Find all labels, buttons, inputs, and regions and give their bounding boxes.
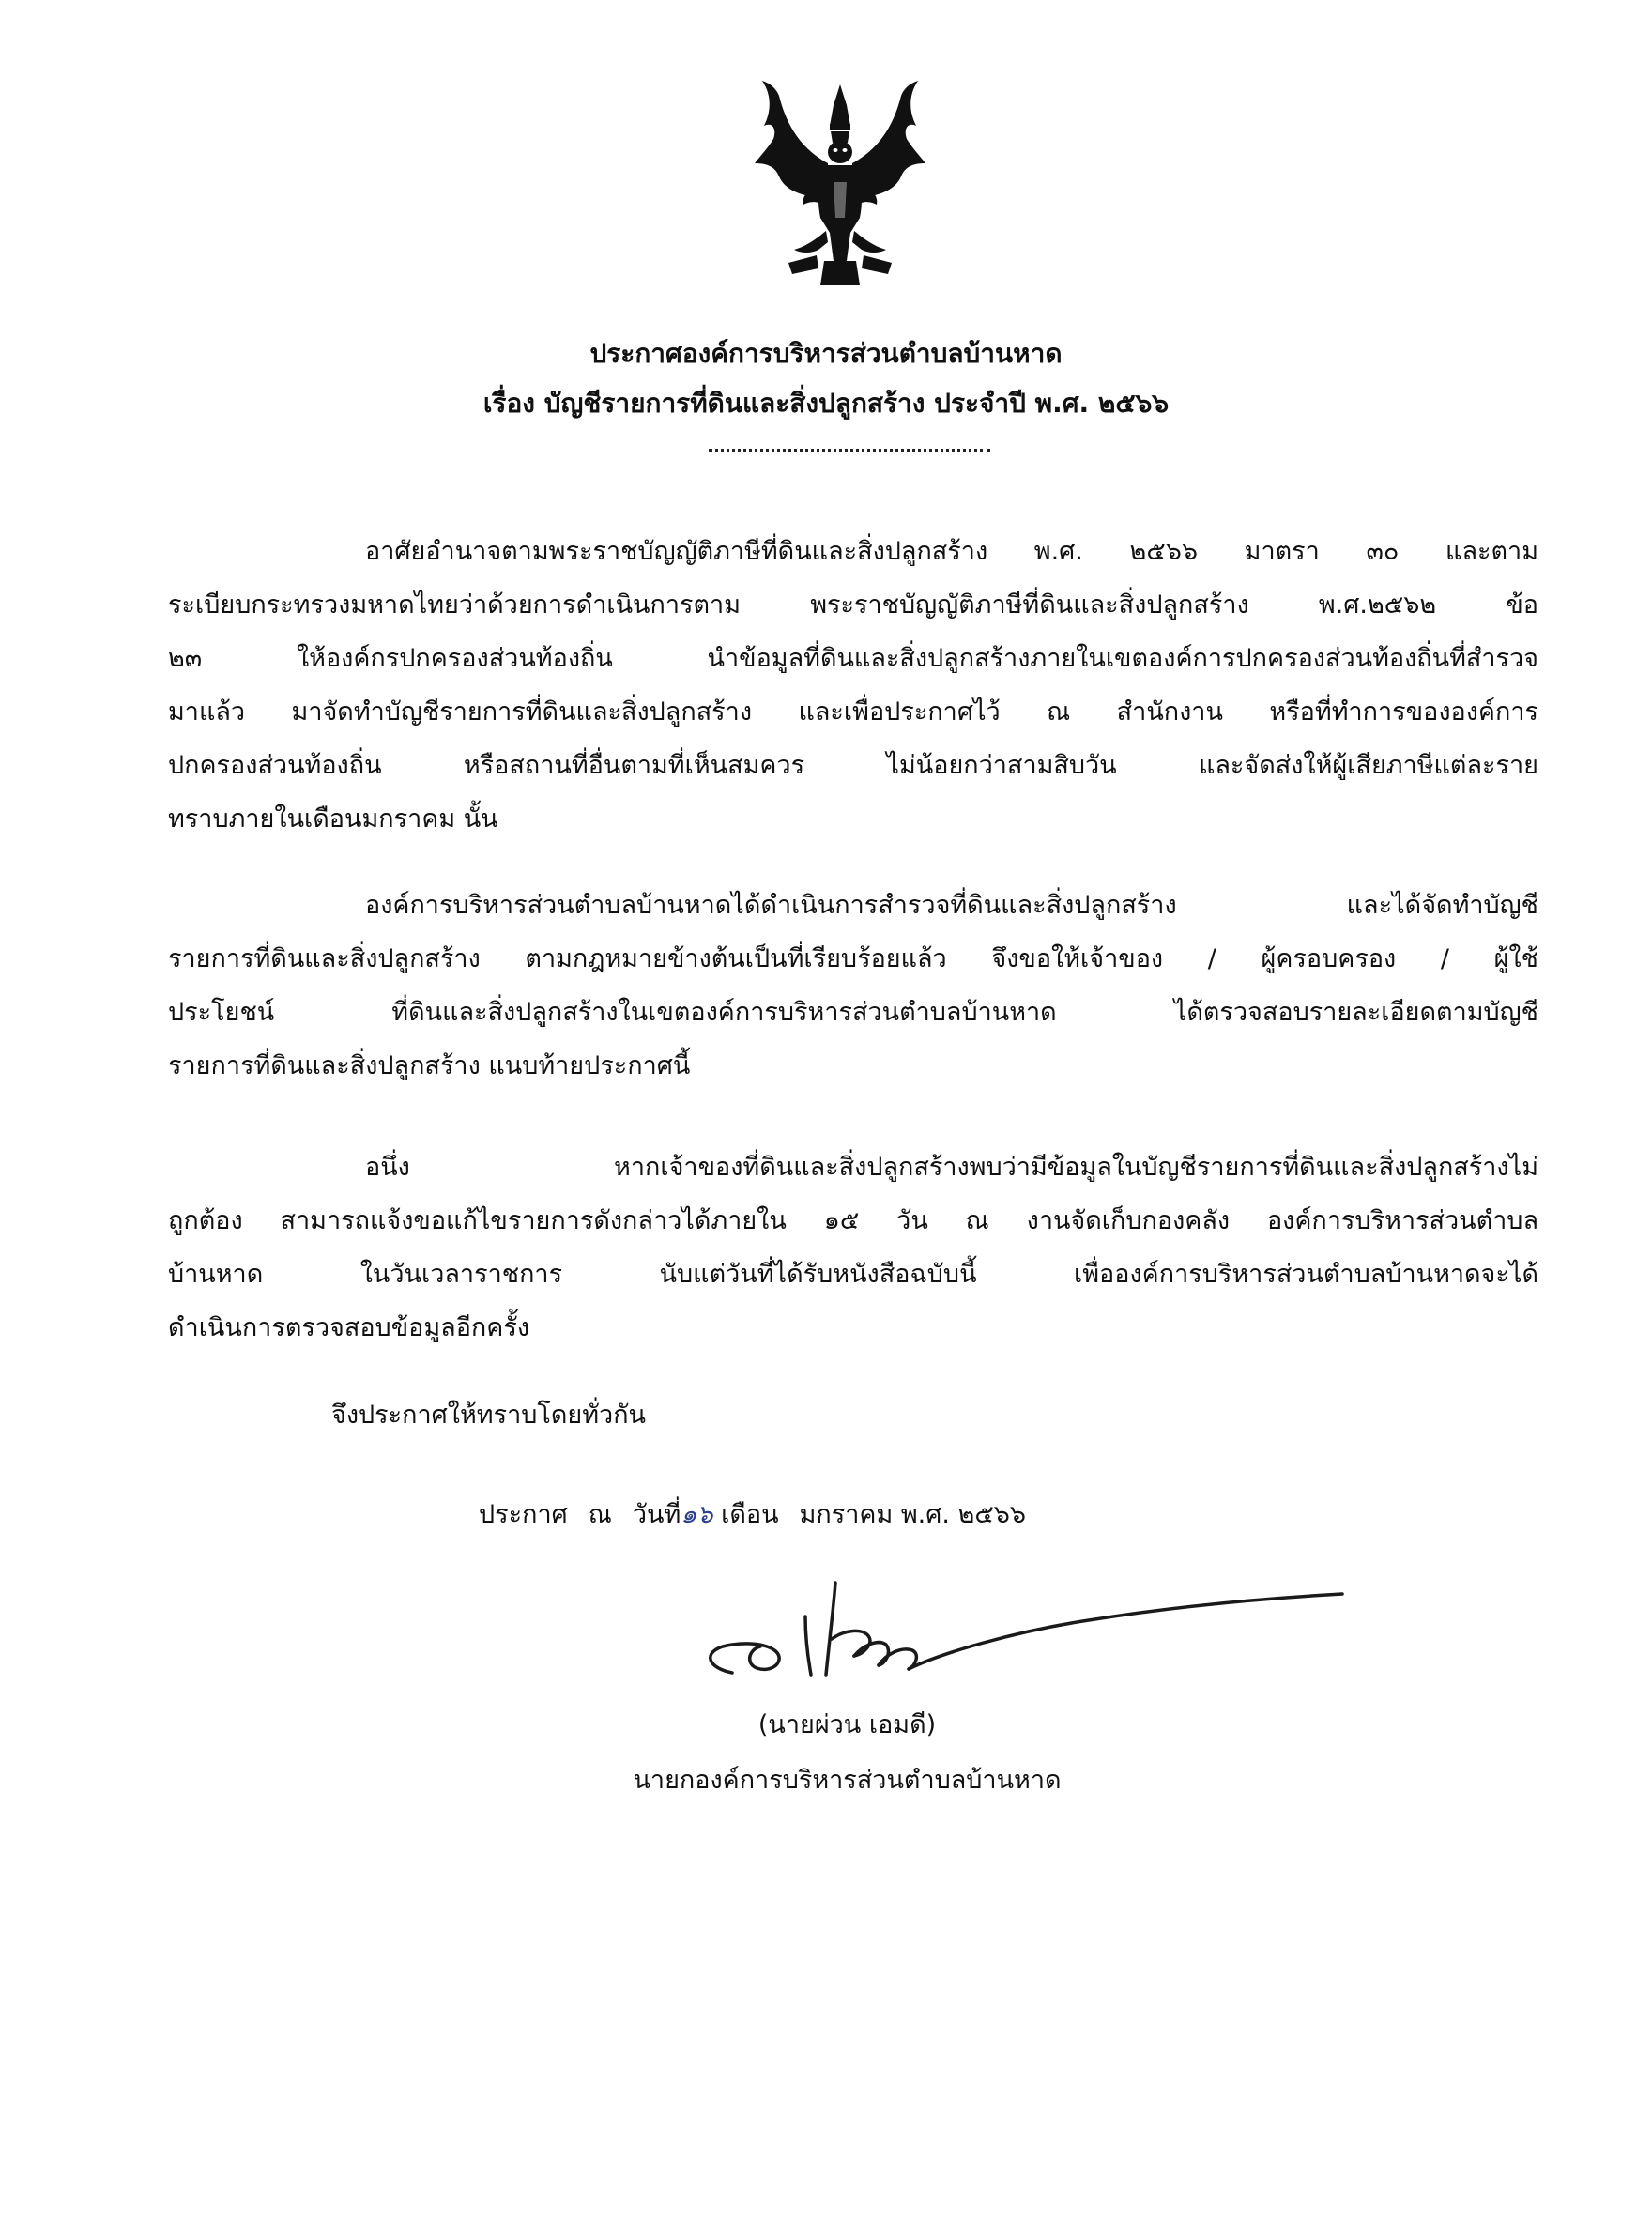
paragraph-line: อนึ่ง หากเจ้าของที่ดินและสิ่งปลูกสร้างพบว่ามีข้อมูลในบัญชีรายการที่ดินและสิ่งปลูกสร้างไม่	[365, 1153, 1538, 1182]
paragraph-line: ปกครองส่วนท้องถิ่น หรือสถานที่อื่นตามที่เห็นสมควร ไม่น้อยกว่าสามสิบวัน และจัดส่งให้ผู้เสียภาษีแต่ละราย	[168, 751, 1538, 780]
signer-position: นายกองค์การบริหารส่วนตำบลบ้านหาด	[633, 1766, 1062, 1795]
paragraph-line: มาแล้ว มาจัดทำบัญชีรายการที่ดินและสิ่งปลูกสร้าง และเพื่อประกาศไว้ ณ สำนักงาน หรือที่ทำการขององค์การ	[168, 697, 1538, 727]
paragraph-line: ๒๓ ให้องค์กรปกครองส่วนท้องถิ่น นำข้อมูลที่ดินและสิ่งปลูกสร้างภายในเขตองค์การปกครองส่วนท้องถิ่นที่สำรวจ	[168, 644, 1538, 673]
handwritten-signature	[695, 1570, 1370, 1701]
paragraph-line: ดำเนินการตรวจสอบข้อมูลอีกครั้ง	[168, 1313, 530, 1342]
title-divider	[709, 449, 990, 452]
paragraph-line: อาศัยอำนาจตามพระราชบัญญัติภาษีที่ดินและสิ่งปลูกสร้าง พ.ศ. ๒๕๖๖ มาตรา ๓๐ และตาม	[365, 537, 1538, 566]
signer-name: (นายผ่วน เอมดี)	[757, 1710, 937, 1739]
paragraph-line: รายการที่ดินและสิ่งปลูกสร้าง ตามกฎหมายข้างต้นเป็นที่เรียบร้อยแล้ว จึงขอให้เจ้าของ / ผู้ครอบครอง / ผู้ใช้	[168, 944, 1538, 973]
announcement-title: ประกาศองค์การบริหารส่วนตำบลบ้านหาด	[589, 338, 1063, 369]
date-day: ๑๖	[681, 1500, 713, 1529]
date-month-year: มกราคม พ.ศ. ๒๕๖๖	[799, 1500, 1027, 1529]
date-prefix: ประกาศ	[479, 1500, 568, 1529]
garuda-emblem-icon	[751, 77, 929, 289]
paragraph-authority	[168, 525, 1538, 846]
closing-statement: จึงประกาศให้ทราบโดยทั่วกัน	[331, 1401, 646, 1430]
paragraph-line: ประโยชน์ ที่ดินและสิ่งปลูกสร้างในเขตองค์การบริหารส่วนตำบลบ้านหาด ได้ตรวจสอบรายละเอียดตามบัญชี	[168, 998, 1538, 1027]
announcement-date	[479, 1496, 1026, 1534]
date-month-label: เดือน	[721, 1500, 779, 1529]
date-day-label: วันที่	[632, 1500, 681, 1529]
paragraph-line: ทราบภายในเดือนมกราคม นั้น	[168, 804, 498, 834]
paragraph-line: ระเบียบกระทรวงมหาดไทยว่าด้วยการดำเนินการตาม พระราชบัญญัติภาษีที่ดินและสิ่งปลูกสร้าง พ.ศ.๒๕๖๒ ข้อ	[168, 590, 1538, 620]
paragraph-line: รายการที่ดินและสิ่งปลูกสร้าง แนบท้ายประกาศนี้	[168, 1051, 691, 1080]
paragraph-correction	[168, 1141, 1538, 1355]
announcement-subject: เรื่อง บัญชีรายการที่ดินและสิ่งปลูกสร้าง ประจำปี พ.ศ. ๒๕๖๖	[482, 388, 1170, 419]
paragraph-line: ถูกต้อง สามารถแจ้งขอแก้ไขรายการดังกล่าวได้ภายใน ๑๕ วัน ณ งานจัดเก็บกองคลัง องค์การบริหารส่วนตำบล	[168, 1206, 1538, 1235]
date-at: ณ	[588, 1500, 612, 1529]
paragraph-line: องค์การบริหารส่วนตำบลบ้านหาดได้ดำเนินการสำรวจที่ดินและสิ่งปลูกสร้าง และได้จัดทำบัญชี	[365, 891, 1538, 920]
paragraph-line: บ้านหาด ในวันเวลาราชการ นับแต่วันที่ได้รับหนังสือฉบับนี้ เพื่อองค์การบริหารส่วนตำบลบ้านหาดจะได้	[168, 1260, 1538, 1289]
paragraph-survey	[168, 879, 1538, 1093]
